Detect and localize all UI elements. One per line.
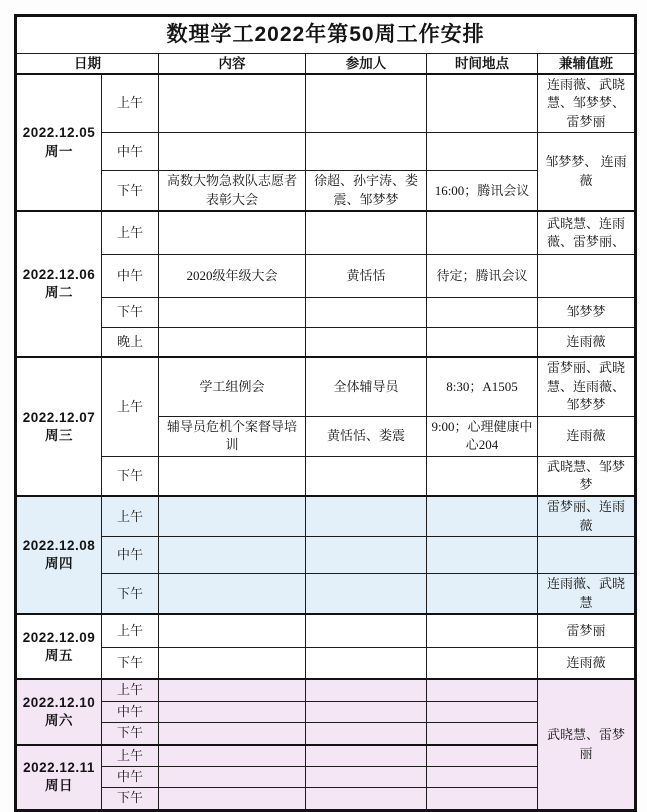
- date-cell: [16, 614, 102, 679]
- date-label: 2022.12.05: [22, 125, 96, 141]
- time-place-cell: [427, 496, 538, 536]
- period-cell: 下午: [102, 297, 159, 327]
- date-label: 2022.12.10: [22, 694, 96, 710]
- time-place-cell: [427, 745, 538, 767]
- duty-cell: 邹梦梦: [538, 297, 636, 327]
- duty-cell: [538, 254, 636, 297]
- weekday-label: 周五: [45, 647, 73, 663]
- time-place-cell: [427, 701, 538, 722]
- content-cell: [159, 647, 306, 679]
- participants-cell: [306, 745, 427, 767]
- participants-cell: 徐超、孙宇涛、娄震、邹梦梦: [306, 171, 427, 211]
- content-cell: [159, 614, 306, 647]
- participants-cell: [306, 647, 427, 679]
- period-cell: 上午: [102, 211, 159, 254]
- duty-cell: [538, 537, 636, 574]
- content-cell: [159, 767, 306, 788]
- header-date: 日期: [16, 53, 159, 74]
- duty-cell: 武晓慧、连雨薇、雷梦丽、: [538, 211, 636, 254]
- date-cell: [16, 679, 102, 744]
- time-place-cell: [427, 327, 538, 357]
- time-place-cell: [427, 537, 538, 574]
- participants-cell: [306, 723, 427, 745]
- period-cell: 中午: [102, 133, 159, 171]
- date-cell: [16, 74, 102, 211]
- participants-cell: [306, 327, 427, 357]
- participants-cell: [306, 701, 427, 722]
- time-place-cell: [427, 647, 538, 679]
- weekday-label: 周一: [45, 143, 73, 159]
- period-cell: 上午: [102, 614, 159, 647]
- date-label: 2022.12.09: [22, 629, 96, 645]
- header-participants: 参加人: [306, 53, 427, 74]
- duty-cell: 雷梦丽、武晓慧、连雨薇、邹梦梦: [538, 357, 636, 416]
- content-cell: [159, 745, 306, 767]
- period-cell: 上午: [102, 357, 159, 456]
- weekday-label: 周四: [45, 556, 73, 572]
- period-cell: 上午: [102, 496, 159, 536]
- date-cell: [16, 357, 102, 496]
- period-cell: 下午: [102, 171, 159, 211]
- weekday-label: 周日: [45, 778, 73, 794]
- period-cell: 下午: [102, 456, 159, 496]
- date-label: 2022.12.06: [22, 267, 96, 283]
- content-cell: [159, 537, 306, 574]
- participants-cell: [306, 133, 427, 171]
- time-place-cell: 16:00；腾讯会议: [427, 171, 538, 211]
- content-cell: [159, 327, 306, 357]
- period-cell: 晚上: [102, 327, 159, 357]
- date-label: 2022.12.07: [22, 409, 96, 425]
- participants-cell: 黄恬恬、娄震: [306, 416, 427, 456]
- content-cell: [159, 74, 306, 133]
- content-cell: [159, 211, 306, 254]
- participants-cell: [306, 767, 427, 788]
- duty-cell: 连雨薇: [538, 327, 636, 357]
- time-place-cell: [427, 788, 538, 810]
- date-label: 2022.12.11: [23, 760, 95, 776]
- content-cell: [159, 456, 306, 496]
- period-cell: 上午: [102, 679, 159, 701]
- participants-cell: 全体辅导员: [306, 357, 427, 416]
- participants-cell: [306, 537, 427, 574]
- time-place-cell: 待定；腾讯会议: [427, 254, 538, 297]
- time-place-cell: 9:00；心理健康中心204: [427, 416, 538, 456]
- period-cell: 中午: [102, 701, 159, 722]
- duty-cell: 连雨薇、武晓慧、邹梦梦、雷梦丽: [538, 74, 636, 133]
- content-cell: [159, 574, 306, 614]
- participants-cell: [306, 574, 427, 614]
- content-cell: [159, 788, 306, 810]
- time-place-cell: [427, 133, 538, 171]
- content-cell: [159, 701, 306, 722]
- participants-cell: [306, 456, 427, 496]
- period-cell: 上午: [102, 74, 159, 133]
- weekday-label: 周二: [45, 285, 73, 301]
- content-cell: [159, 679, 306, 701]
- content-cell: 2020级年级大会: [159, 254, 306, 297]
- time-place-cell: 8:30；A1505: [427, 357, 538, 416]
- period-cell: 中午: [102, 537, 159, 574]
- participants-cell: 黄恬恬: [306, 254, 427, 297]
- period-cell: 中午: [102, 767, 159, 788]
- duty-cell: 武晓慧、雷梦丽: [538, 679, 636, 810]
- content-cell: [159, 723, 306, 745]
- duty-cell: 连雨薇: [538, 647, 636, 679]
- time-place-cell: [427, 679, 538, 701]
- participants-cell: [306, 496, 427, 536]
- duty-cell: 连雨薇: [538, 416, 636, 456]
- time-place-cell: [427, 297, 538, 327]
- weekday-label: 周三: [45, 427, 73, 443]
- period-cell: 中午: [102, 254, 159, 297]
- participants-cell: [306, 74, 427, 133]
- content-cell: 高数大物急救队志愿者表彰大会: [159, 171, 306, 211]
- duty-cell: 连雨薇、武晓慧: [538, 574, 636, 614]
- table-title: 数理学工2022年第50周工作安排: [16, 16, 636, 54]
- date-cell: [16, 745, 102, 811]
- participants-cell: [306, 614, 427, 647]
- time-place-cell: [427, 74, 538, 133]
- period-cell: 上午: [102, 745, 159, 767]
- content-cell: [159, 133, 306, 171]
- participants-cell: [306, 297, 427, 327]
- content-cell: [159, 297, 306, 327]
- header-content: 内容: [159, 53, 306, 74]
- content-cell: [159, 496, 306, 536]
- duty-cell: 雷梦丽: [538, 614, 636, 647]
- participants-cell: [306, 211, 427, 254]
- period-cell: 下午: [102, 723, 159, 745]
- time-place-cell: [427, 574, 538, 614]
- participants-cell: [306, 679, 427, 701]
- time-place-cell: [427, 614, 538, 647]
- period-cell: 下午: [102, 574, 159, 614]
- date-cell: [16, 496, 102, 614]
- schedule-table: [14, 14, 637, 812]
- duty-cell: 雷梦丽、连雨薇: [538, 496, 636, 536]
- time-place-cell: [427, 456, 538, 496]
- date-label: 2022.12.08: [22, 538, 96, 554]
- time-place-cell: [427, 723, 538, 745]
- duty-cell: 邹梦梦、 连雨薇: [538, 133, 636, 211]
- content-cell: 学工组例会: [159, 357, 306, 416]
- participants-cell: [306, 788, 427, 810]
- duty-cell: 武晓慧、邹梦梦: [538, 456, 636, 496]
- time-place-cell: [427, 211, 538, 254]
- period-cell: 下午: [102, 647, 159, 679]
- content-cell: 辅导员危机个案督导培训: [159, 416, 306, 456]
- weekday-label: 周六: [45, 712, 73, 728]
- time-place-cell: [427, 767, 538, 788]
- period-cell: 下午: [102, 788, 159, 810]
- header-duty: 兼辅值班: [538, 53, 636, 74]
- header-time-place: 时间地点: [427, 53, 538, 74]
- date-cell: [16, 211, 102, 357]
